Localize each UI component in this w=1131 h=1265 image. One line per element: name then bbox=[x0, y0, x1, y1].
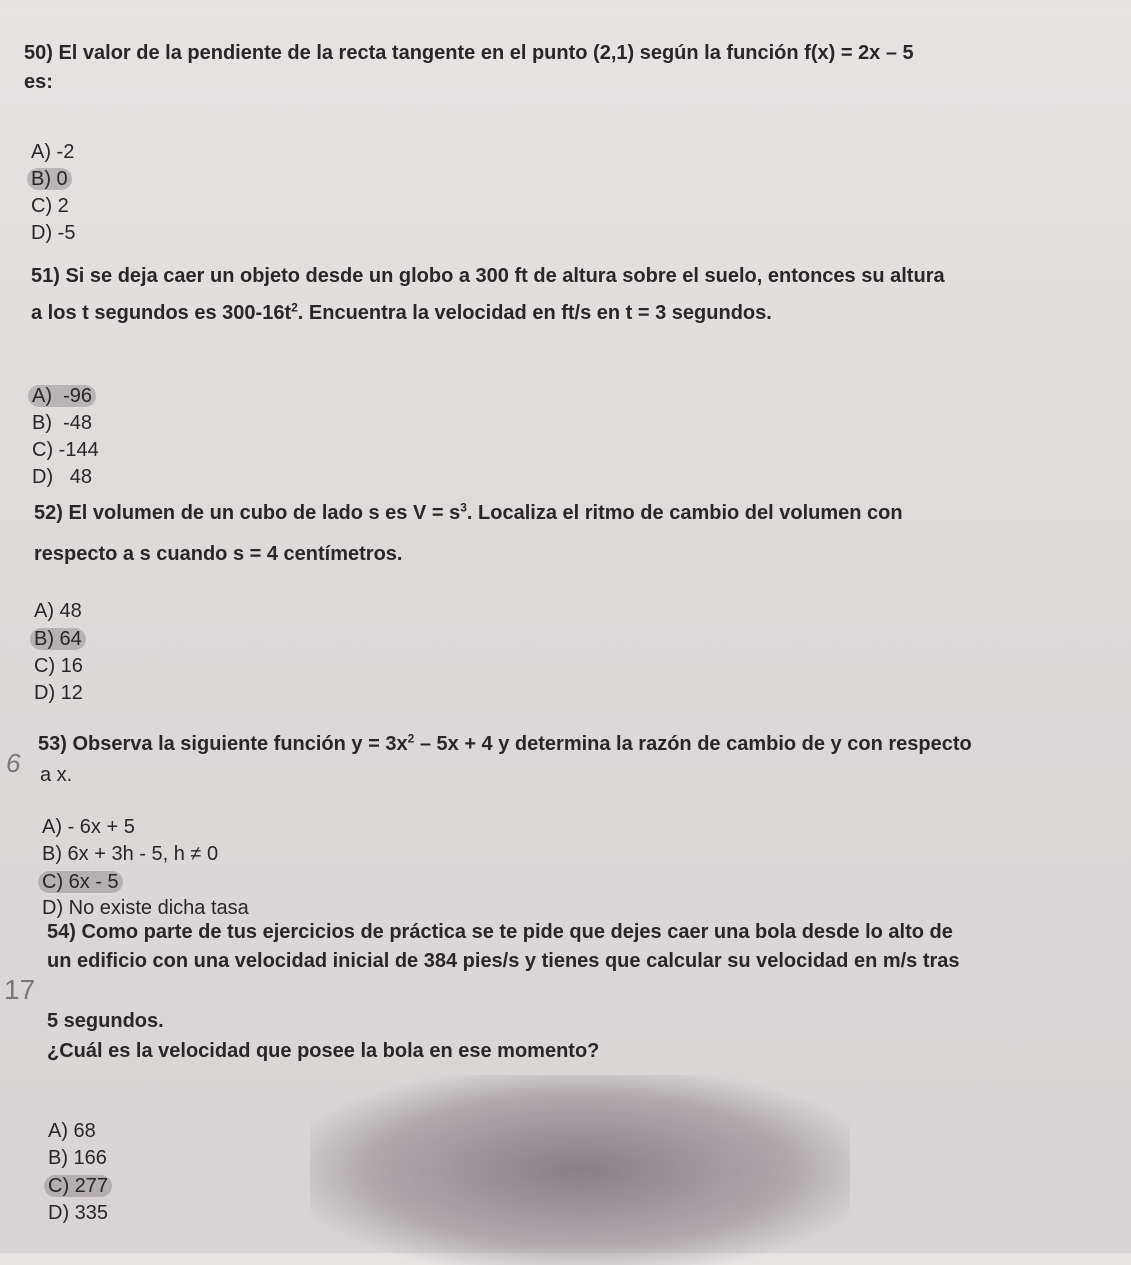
q51-option-c: C) -144 bbox=[32, 439, 99, 461]
q53-text-line2: a x. bbox=[40, 764, 73, 786]
q54-option-d: D) 335 bbox=[48, 1202, 109, 1224]
q50-option-c: C) 2 bbox=[31, 195, 69, 217]
q54-text-line3: 5 segundos. bbox=[47, 1010, 164, 1032]
q50-option-b-highlight: B) 0 bbox=[27, 168, 72, 190]
q54-option-c bbox=[48, 1175, 112, 1197]
q52-option-b bbox=[34, 628, 86, 650]
margin-mark-6: 6 bbox=[6, 748, 21, 778]
q51-text-line1: 51) Si se deja caer un objeto desde un globo a 300 ft de altura sobre el suelo, entonces su altura bbox=[31, 265, 945, 287]
q53-line1-sup: 2 bbox=[407, 731, 415, 746]
q53-option-c-highlight: C) 6x - 5 bbox=[38, 871, 123, 893]
q51-line2-a: a los t segundos es 300-16t bbox=[31, 302, 292, 324]
q53-option-d: D) No existe dicha tasa bbox=[42, 897, 249, 919]
margin-mark-17: 17 bbox=[4, 974, 36, 1005]
q50-option-d: D) -5 bbox=[31, 222, 76, 244]
q50-text-line2: es: bbox=[24, 71, 53, 93]
q54-option-a: A) 68 bbox=[48, 1120, 96, 1142]
q51-option-a-highlight: A) -96 bbox=[28, 385, 96, 407]
q54-text-line2: un edificio con una velocidad inicial de 384 pies/s y tienes que calcular su velocidad en m/s tras bbox=[47, 950, 960, 972]
q54-text-line4: ¿Cuál es la velocidad que posee la bola en ese momento? bbox=[47, 1040, 600, 1062]
q51-line2-sup: 2 bbox=[291, 300, 298, 315]
q53-option-a: A) - 6x + 5 bbox=[42, 816, 135, 838]
q53-text-line1 bbox=[38, 733, 972, 755]
q50-option-b bbox=[31, 168, 72, 190]
q52-option-a: A) 48 bbox=[34, 600, 82, 622]
paper-shadow bbox=[310, 1075, 850, 1265]
q51-option-a bbox=[32, 385, 96, 407]
q52-line1-a: 52) El volumen de un cubo de lado s es V = s bbox=[34, 502, 461, 524]
q53-option-c bbox=[42, 871, 123, 893]
q52-text-line2: respecto a s cuando s = 4 centímetros. bbox=[34, 543, 403, 565]
q53-line1-a: 53) Observa la siguiente función y = 3x bbox=[38, 733, 408, 755]
q52-text-line1 bbox=[34, 502, 903, 524]
q51-text-line2 bbox=[31, 302, 772, 324]
q54-option-b: B) 166 bbox=[48, 1147, 107, 1169]
q51-option-d: D) 48 bbox=[32, 466, 93, 488]
q52-option-c: C) 16 bbox=[34, 655, 83, 677]
q52-option-d: D) 12 bbox=[34, 682, 83, 704]
q51-line2-b: . Encuentra la velocidad en ft/s en t = 3 segundos. bbox=[297, 302, 772, 324]
q53-option-b: B) 6x + 3h - 5, h ≠ 0 bbox=[42, 843, 219, 865]
q50-option-a: A) -2 bbox=[31, 141, 75, 163]
q54-text-line1: 54) Como parte de tus ejercicios de práctica se te pide que dejes caer una bola desde lo alto de bbox=[47, 921, 953, 943]
q50-text-line1: 50) El valor de la pendiente de la recta tangente en el punto (2,1) según la función f(x) = 2x – 5 bbox=[24, 42, 914, 64]
q52-line1-b: . Localiza el ritmo de cambio del volumen con bbox=[466, 502, 903, 524]
q52-line1-sup: 3 bbox=[460, 500, 467, 515]
q51-option-b: B) -48 bbox=[32, 412, 93, 434]
q54-option-c-highlight: C) 277 bbox=[44, 1175, 112, 1197]
q52-option-b-highlight: B) 64 bbox=[30, 628, 86, 650]
q53-line1-b: – 5x + 4 y determina la razón de cambio de y con respecto bbox=[414, 733, 972, 755]
